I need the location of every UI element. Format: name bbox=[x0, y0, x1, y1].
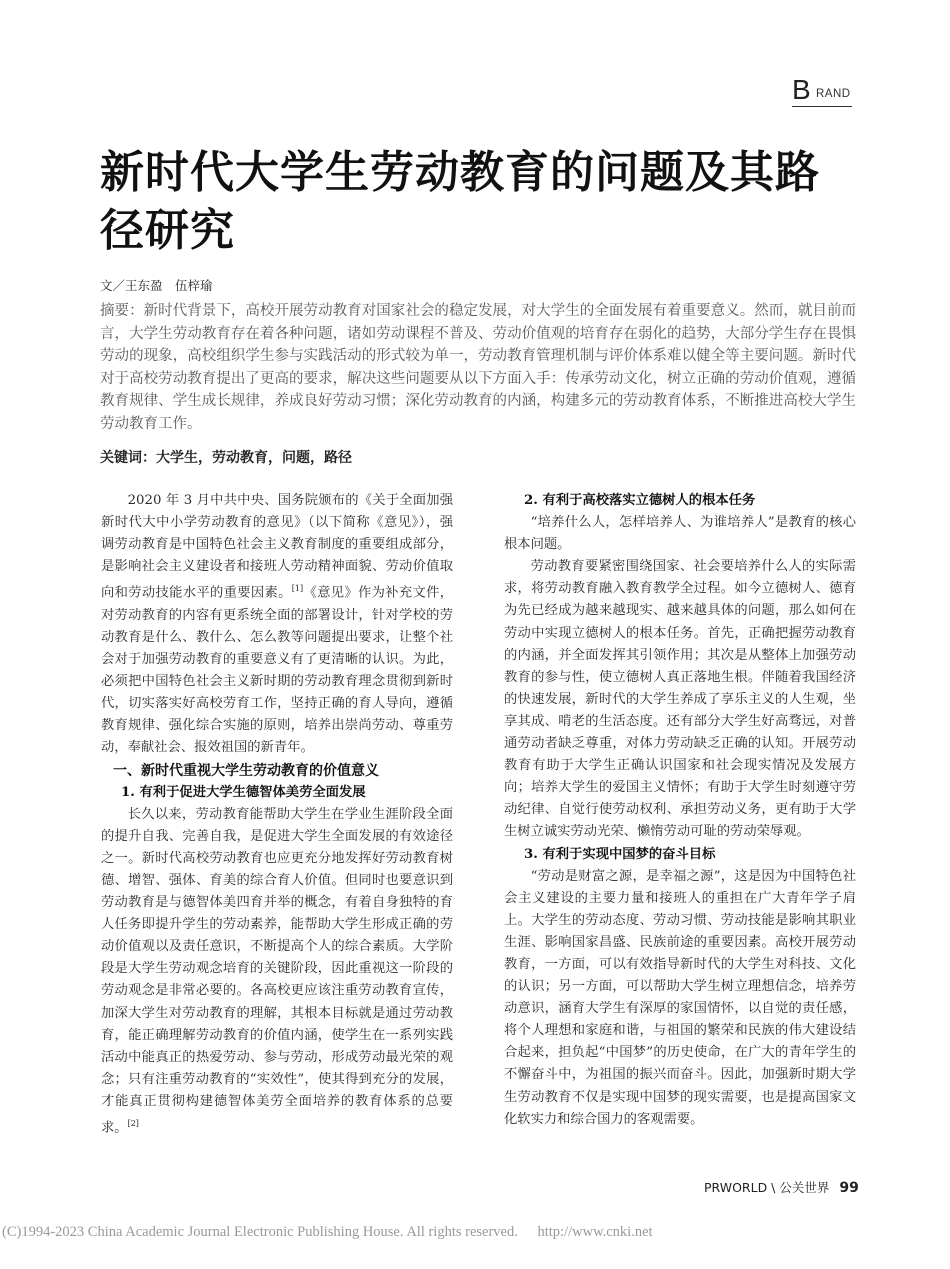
subsection-heading: 3. 有利于实现中国梦的奋斗目标 bbox=[524, 846, 716, 862]
paragraph: 2020 年 3 月中共中央、国务院颁布的《关于全面加强新时代大中小学劳动教育的意见》（以下简称《意见》），强调劳动教育是中国特色社会主义教育制度的重要组成部分，是影响社会主义建设者和接班人劳动精神面貌、劳动价值取向和劳动技能水平的重要因素。[1]《意见》作为补充文件，对劳动教育的内容有更系统全面的部署设计，针对学校的劳动教育是什么、教什么、怎么教等问题提出要求，让整个社会对于加强劳动教育的重要意义有了更清晰的认识。为此，必须把中国特色社会主义新时期的劳动教育理念贯彻到新时代，切实落实好高校劳育工作，坚持正确的育人导向，遵循教育规律、强化综合实施的原则，培养出崇尚劳动、尊重劳动，奉献社会、报效祖国的新青年。 bbox=[101, 493, 454, 756]
subsection-heading: 1. 有利于促进大学生德智体美劳全面发展 bbox=[121, 784, 366, 800]
journal-name: PRWORLD \ 公关世界 bbox=[704, 1180, 830, 1195]
citation: [1] bbox=[291, 584, 304, 594]
paragraph: “劳动是财富之源，是幸福之源”，这是因为中国特色社会主义建设的主要力量和接班人的重担在广大青年学子肩上。大学生的劳动态度、劳动习惯、劳动技能是影响其职业生涯、影响国家昌盛、民族前途的重要因素。高校开展劳动教育，一方面，可以有效指导新时代的大学生对科技、文化的认识；另一方面，可以帮助大学生树立理想信念，培养劳动意识，涵育大学生有深厚的家国情怀，以自觉的责任感，将个人理想和家庭和谐，与祖国的繁荣和民族的伟大建设结合起来，担负起“中国梦”的历史使命，在广大的青年学生的不懈奋斗中，为祖国的振兴而奋斗。因此，加强新时期大学生劳动教育不仅是实现中国梦的现实需要，也是提高国家文化软实力和综合国力的客观需要。 bbox=[504, 868, 856, 1127]
right-column bbox=[504, 490, 856, 1131]
abstract: 摘要：新时代背景下，高校开展劳动教育对国家社会的稳定发展，对大学生的全面发展有着重要意义。然而，就目前而言，大学生劳动教育存在着各种问题，诸如劳动课程不普及、劳动价值观的培育存在弱化的趋势，大部分学生存在畏惧劳动的现象，高校组织学生参与实践活动的形式较为单一，劳动教育管理机制与评价体系难以健全等主要问题。新时代对于高校劳动教育提出了更高的要求，解决这些问题要从以下方面入手：传承劳动文化，树立正确的劳动价值观，遵循教育规律、学生成长规律，养成良好劳动习惯；深化劳动教育的内涵，构建多元的劳动教育体系，不断推进高校大学生劳动教育工作。 bbox=[100, 303, 856, 432]
copyright-notice bbox=[2, 1224, 948, 1241]
byline: 文／王东盈 伍梓瑜 bbox=[100, 278, 213, 293]
paragraph: “培养什么人，怎样培养人、为谁培养人”是教育的核心根本问题。 bbox=[504, 515, 856, 553]
paragraph: 长久以来，劳动教育能帮助大学生在学业生涯阶段全面的提升自我、完善自我，是促进大学生全面发展的有效途径之一。新时代高校劳动教育也应更充分地发挥好劳动教育树德、增智、强体、育美的综合育人价值。但同时也要意识到劳动教育是与德智体美四育并举的概念，有着自身独特的育人任务即提升学生的劳动素养，能帮助大学生形成正确的劳动价值观以及责任意识，不断提高个人的综合素质。大学阶段是大学生劳动观念培育的关键阶段，因此重视这一阶段的劳动观念是非常必要的。各高校更应该注重劳动教育宣传，加深大学生对劳动教育的理解，其根本目标就是通过劳动教育，能正确理解劳动教育的价值内涵，使学生在一系列实践活动中能真正的热爱劳动、参与劳动，形成劳动最光荣的观念；只有注重劳动教育的“实效性”，使其得到充分的发展，才能真正贯彻构建德智体美劳全面培养的教育体系的总要求。[2] bbox=[101, 806, 453, 1136]
brand-rest: RAND bbox=[816, 88, 851, 100]
citation: [2] bbox=[127, 1119, 139, 1129]
page-footer bbox=[704, 1178, 859, 1196]
section-heading: 一、新时代重视大学生劳动教育的价值意义 bbox=[113, 762, 379, 779]
copyright-text: (C)1994-2023 China Academic Journal Electronic Publishing House. All rights reserved. bbox=[2, 1224, 518, 1240]
keywords: 关键词：大学生，劳动教育，问题，路径 bbox=[100, 450, 352, 466]
paragraph: 劳动教育要紧密围绕国家、社会要培养什么人的实际需求，将劳动教育融入教育教学全过程。如今立德树人、德育为先已经成为越来越现实、越来越具体的问题，那么如何在劳动中实现立德树人的根本任务。首先，正确把握劳动教育的内涵，并全面发挥其引领作用；其次是从整体上加强劳动教育的参与性，使立德树人真正落地生根。伴随着我国经济的快速发展，新时代的大学生养成了享乐主义的人生观，坐享其成、啃老的生活态度。还有部分大学生好高骛远，对普通劳动者缺乏尊重，对体力劳动缺乏正确的认知。开展劳动教育有助于大学生正确认识国家和社会现实情况及发展方向；培养大学生的爱国主义情怀；有助于大学生时刻遵守劳动纪律、自觉行使劳动权利、承担劳动义务，更有助于大学生树立诚实劳动光荣、懒惰劳动可耻的劳动荣辱观。 bbox=[504, 559, 856, 840]
left-column bbox=[101, 490, 453, 1140]
page-number: 99 bbox=[839, 1180, 859, 1196]
brand-letter: B bbox=[792, 74, 811, 105]
brand-logo bbox=[792, 76, 852, 107]
copyright-url[interactable]: http://www.cnki.net bbox=[537, 1224, 653, 1240]
subsection-heading: 2. 有利于高校落实立德树人的根本任务 bbox=[524, 493, 756, 508]
article-title: 新时代大学生劳动教育的问题及其路径研究 bbox=[100, 147, 820, 256]
